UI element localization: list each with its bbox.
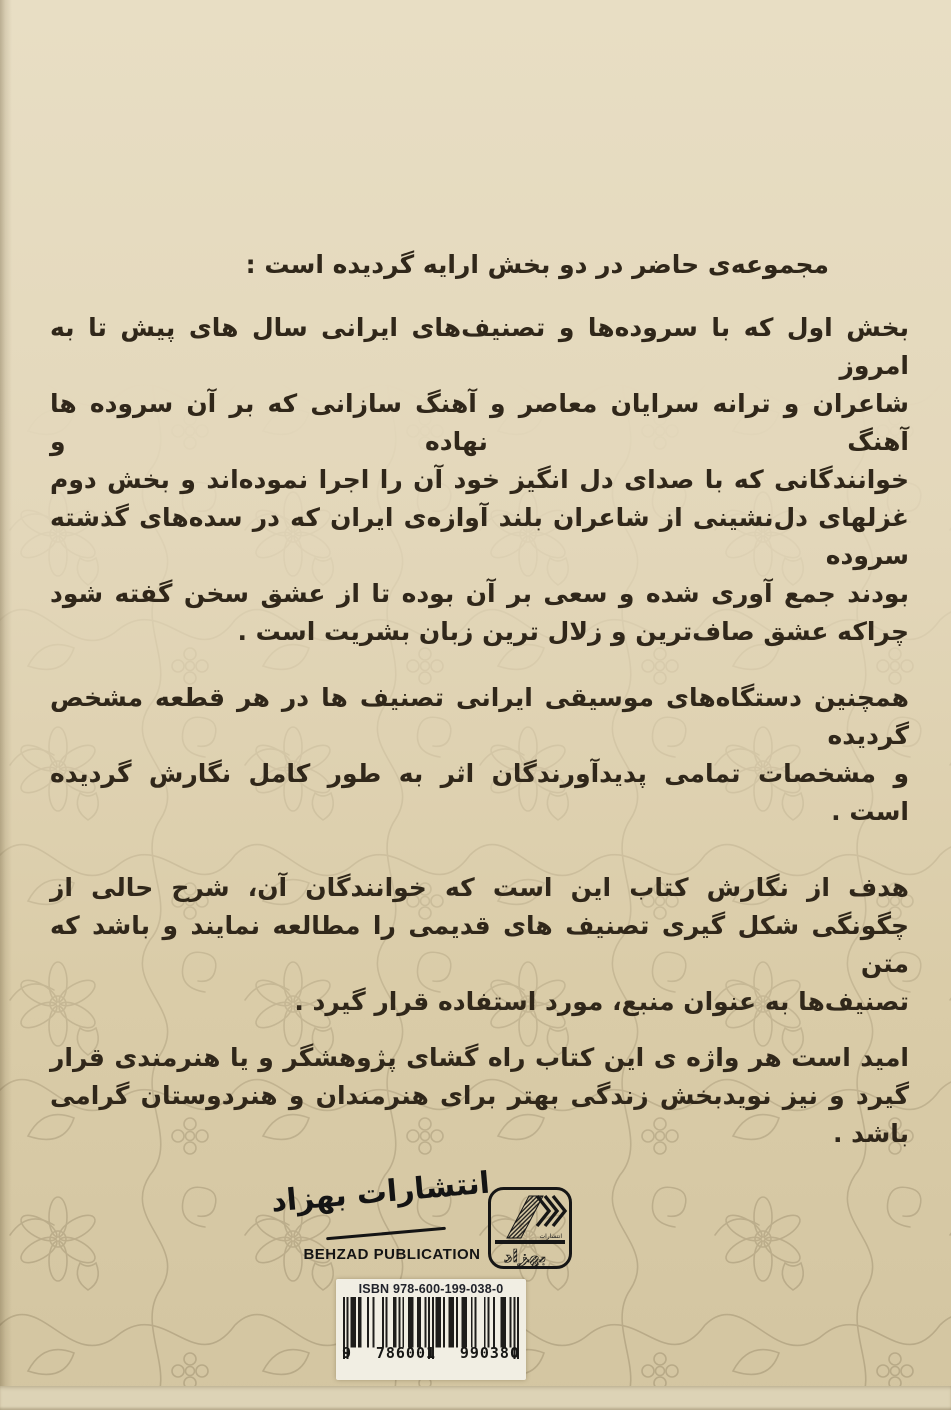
- publisher-name-english: BEHZAD PUBLICATION: [303, 1246, 481, 1263]
- barcode-digit-group: 9: [342, 1344, 353, 1362]
- text-line: امید است هر واژه ی این کتاب راه گشای پژوهشگر و یا هنرمندی قرار: [50, 1043, 909, 1072]
- barcode-digit-group: 786001: [375, 1344, 437, 1362]
- text-line: گیرد و نیز نویدبخش زندگی بهتر برای هنرمندان و هنردوستان گرامی: [50, 1081, 909, 1110]
- text-line: همچنین دستگاه‌های موسیقی ایرانی تصنیف ها در هر قطعه مشخص گردیده: [50, 683, 909, 750]
- logo-wordmark: بهزاد: [503, 1247, 547, 1267]
- text-line: هدف از نگارش کتاب این است که خوانندگان آن، شرح حالی از: [50, 873, 909, 902]
- barcode-digits: [336, 1344, 526, 1362]
- text-line: است .: [831, 797, 909, 826]
- text-line: چراکه عشق صاف‌ترین و زلال ترین زبان بشریت است .: [237, 617, 909, 646]
- paragraph: [50, 309, 909, 651]
- logo-chevrons-icon: [537, 1196, 565, 1226]
- barcode-digit-group: 990380: [459, 1344, 520, 1362]
- logo-stripe: [507, 1196, 543, 1238]
- text-line: شاعران و ترانه سرایان معاصر و آهنگ سازانی که بر آن سروده ها آهنگ نهاده و: [50, 389, 909, 456]
- text-line: بخش اول که با سروده‌ها و تصنیف‌های ایرانی سال های پیش تا به امروز: [50, 313, 909, 380]
- text-line: غزلهای دل‌نشینی از شاعران بلند آوازه‌ی ایران که در سده‌های گذشته سروده: [50, 503, 909, 570]
- isbn-label-box: [336, 1279, 526, 1380]
- paragraph: [50, 246, 909, 284]
- publisher-block: [269, 1165, 492, 1270]
- publisher-calligraphy: انتشارات بهزاد: [269, 1165, 492, 1220]
- paragraph: [50, 679, 909, 831]
- cover-left-edge-shadow: [0, 0, 12, 1410]
- text-line: چگونگی شکل گیری تصنیف های قدیمی را مطالعه نمایند و باشد که متن: [50, 911, 909, 978]
- calligraphy-swash: [326, 1227, 446, 1240]
- paragraph: [50, 869, 909, 1021]
- text-line: باشد .: [832, 1119, 909, 1148]
- text-line: تصنیف‌ها به عنوان منبع، مورد استفاده قرار گیرد .: [294, 987, 909, 1016]
- logo-bar: [495, 1240, 565, 1244]
- cover-bottom-edge: [0, 1386, 951, 1410]
- text-line: مجموعه‌ی حاضر در دو بخش ارایه گردیده است :: [245, 250, 829, 279]
- behzad-logo-mark: [487, 1186, 573, 1270]
- text-line: بودند جمع آوری شده و سعی بر آن بوده تا از عشق سخن گفته شود: [50, 579, 909, 608]
- paragraph: [50, 1039, 909, 1153]
- isbn-text: ISBN 978-600-199-038-0: [358, 1282, 504, 1296]
- text-line: خوانندگانی که با صدای دل انگیز خود آن را اجرا نموده‌اند و بخش دوم: [50, 465, 909, 494]
- text-line: و مشخصات تمامی پدیدآورندگان اثر به طور کامل نگارش گردیده: [50, 759, 909, 788]
- logo-small-text: انتشارات: [539, 1233, 562, 1240]
- back-cover-text: [50, 246, 909, 1153]
